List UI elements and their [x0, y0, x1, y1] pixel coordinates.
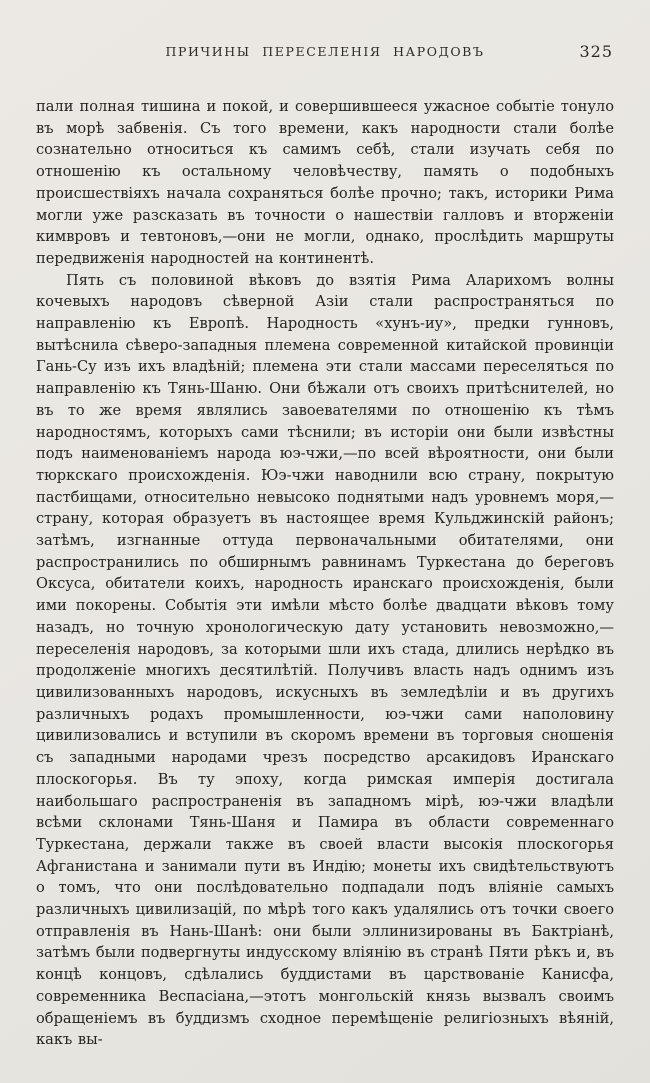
paragraph: пали полная тишина и покой, и совершившееся ужасное событіе тонуло въ морѣ забвенія. Съ того времени, какъ народности стали болѣе сознательно относиться къ самимъ себѣ, стали изучать себя по отношенію къ остальному человѣчеству, память о подобныхъ происшествіяхъ начала сохраняться болѣе прочно; такъ, историки Рима могли уже разсказать въ точности о нашествіи галловъ и вторженіи кимвровъ и тевтоновъ,—они не могли, однако, прослѣдить маршруты передвиженія народностей на континентѣ. — [36, 98, 614, 267]
running-head: ПРИЧИНЫ ПЕРЕСЕЛЕНІЯ НАРОДОВЪ — [165, 44, 485, 59]
page-header — [0, 44, 650, 70]
page-body — [36, 96, 614, 1051]
page-number: 325 — [579, 42, 613, 61]
paragraph: Пять съ половиной вѣковъ до взятія Рима Аларихомъ волны кочевыхъ народовъ сѣверной Азіи стали распространяться по направленію къ Европѣ. Народность «хунъ-иу», предки гунновъ, вытѣснила сѣверо-западныя племена современной китайской провинціи Гань-Су изъ ихъ владѣній; племена эти стали массами переселяться по направленію къ Тянь-Шаню. Они бѣжали отъ своихъ притѣснителей, но въ то же время являлись завоевателями по отношенію къ тѣмъ народностямъ, которыхъ сами тѣснили; въ исторіи они были извѣстны подъ наименованіемъ народа юэ-чжи,—по всей вѣроятности, они были тюркскаго происхожденія. Юэ-чжи наводнили всю страну, покрытую пастбищами, относительно невысоко поднятыми надъ уровнемъ моря,—страну, которая образуетъ въ настоящее время Кульджинскій районъ; затѣмъ, изгнанные оттуда первоначальными обитателями, они распространились по обширнымъ равнинамъ Туркестана до береговъ Оксуса, обитатели коихъ, народность иранскаго происхожденія, были ими покорены. Событія эти имѣли мѣсто болѣе двадцати вѣковъ тому назадъ, но точную хронологическую дату установить невозможно,—переселенія народовъ, за которыми шли ихъ стада, длились нерѣдко въ продолженіе многихъ десятилѣтій. Получивъ власть надъ однимъ изъ цивилизованныхъ народовъ, искусныхъ въ земледѣліи и въ другихъ различныхъ родахъ промышленности, юэ-чжи сами наполовину цивилизовались и вступили въ скоромъ времени въ торговыя сношенія съ западными народами чрезъ посредство арсакидовъ Иранскаго плоскогорья. Въ ту эпоху, когда римская имперія достигала наибольшаго распространенія въ западномъ мірѣ, юэ-чжи владѣли всѣми склонами Тянь-Шаня и Памира въ области современнаго Туркестана, держали также въ своей власти высокія плоскогорья Афганистана и занимали пути въ Индію; монеты ихъ свидѣтельствуютъ о томъ, что они послѣдовательно подпадали подъ вліяніе самыхъ различныхъ цивилизацій, по мѣрѣ того какъ удалялись отъ точки своего отправленія въ Нань-Шанѣ: они были эллинизированы въ Бактріанѣ, затѣмъ были подвергнуты индусскому вліянію въ странѣ Пяти рѣкъ и, въ концѣ концовъ, сдѣлались буддистами въ царствованіе Канисфа, современника Веспасіана,—этотъ монгольскій князь вызвалъ своимъ обращеніемъ въ буддизмъ сходное перемѣщеніе религіозныхъ вѣяній, какъ вы- — [36, 271, 614, 1049]
